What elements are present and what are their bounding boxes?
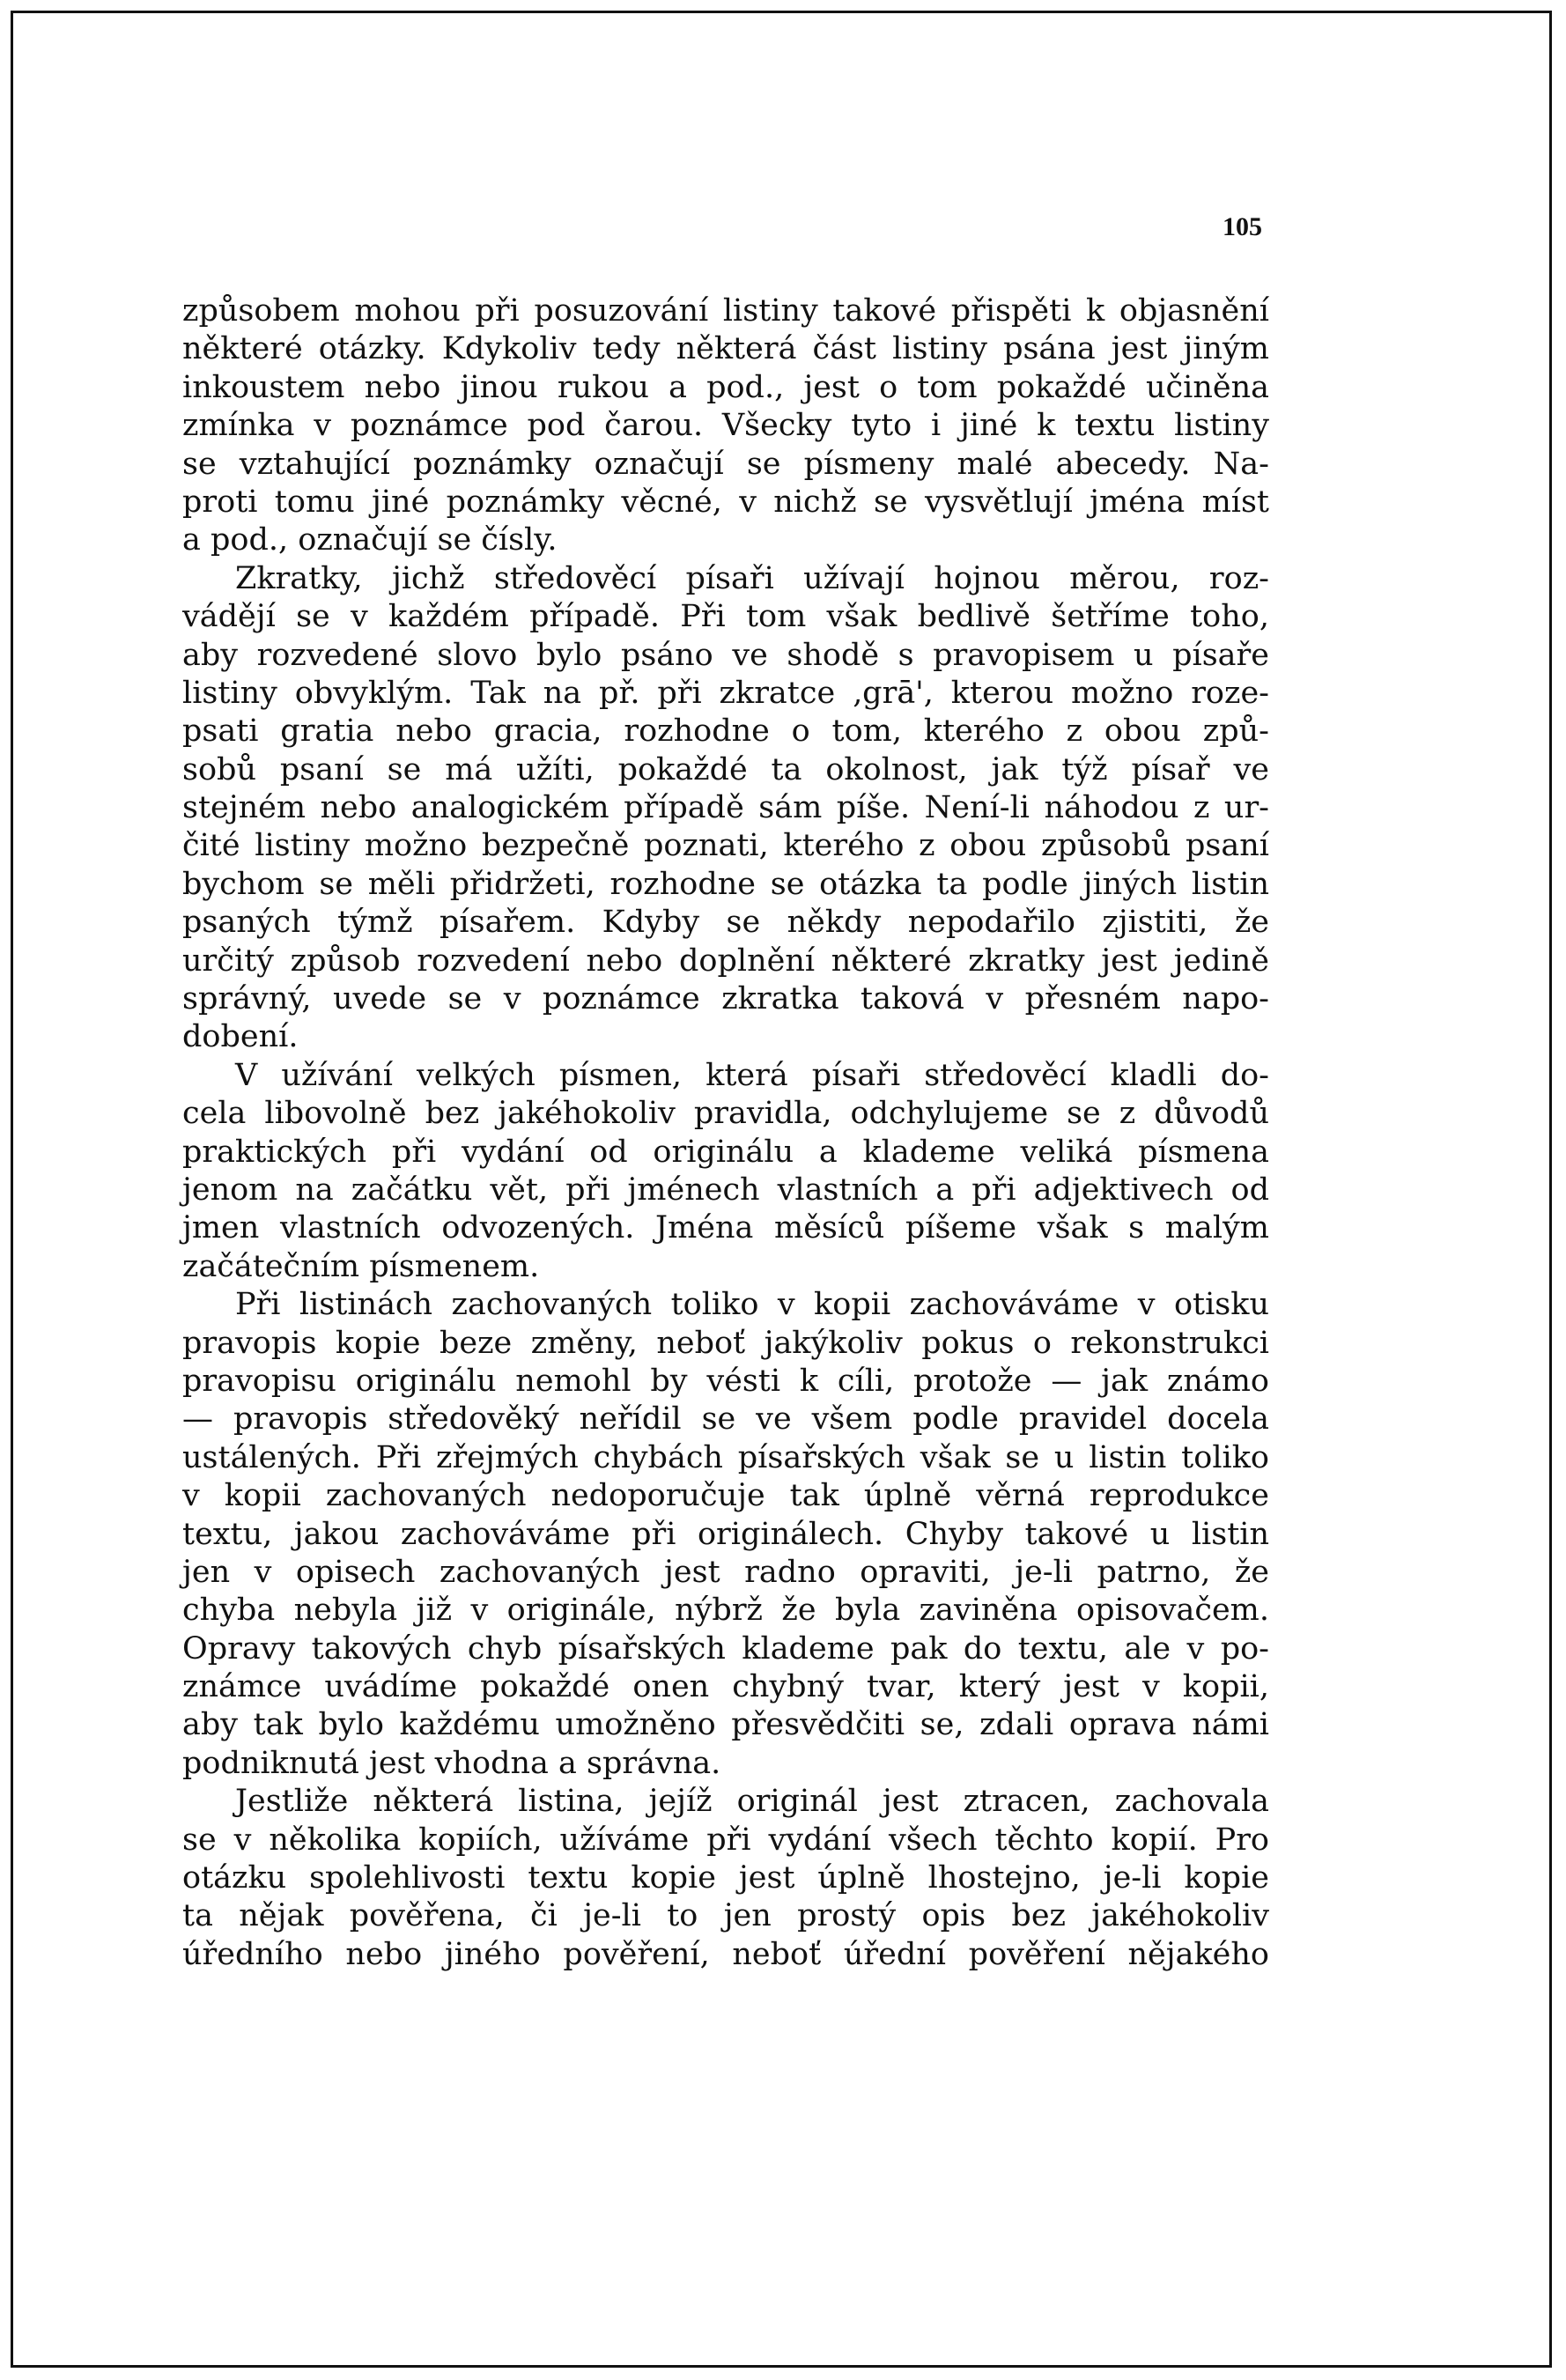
text-line: jmen vlastních odvozených. Jména měsíců píšeme však s malým <box>182 1210 1269 1246</box>
text-line: dobení. <box>182 1019 299 1055</box>
text-line: a pod., označují se čísly. <box>182 522 558 558</box>
text-line: jen v opisech zachovaných jest radno opraviti, je-li patrno, že <box>182 1554 1269 1590</box>
text-line: vádějí se v každém případě. Při tom však bedlivě šetříme toho, <box>182 599 1269 635</box>
text-line: určitý způsob rozvedení nebo doplnění některé zkratky jest jedině <box>182 942 1269 979</box>
page-number: 105 <box>1223 212 1262 241</box>
text-line: způsobem mohou při posuzování listiny takové přispěti k objasnění <box>182 293 1269 329</box>
text-line: správný, uvede se v poznámce zkratka taková v přesném napo- <box>182 981 1269 1017</box>
text-line: pravopisu originálu nemohl by vésti k cíli, protože — jak známo <box>182 1363 1269 1399</box>
text-line: v kopii zachovaných nedoporučuje tak úplně věrná reprodukce <box>182 1478 1269 1514</box>
text-line: stejném nebo analogickém případě sám píše. Není-li náhodou z ur- <box>182 790 1269 826</box>
text-line: sobů psaní se má užíti, pokaždé ta okolnost, jak týž písař ve <box>182 751 1269 787</box>
text-line: listiny obvyklým. Tak na př. při zkratce ‚grā', kterou možno roze- <box>182 675 1269 711</box>
text-line: proti tomu jiné poznámky věcné, v nichž se vysvětlují jména míst <box>182 484 1269 520</box>
text-line: aby rozvedené slovo bylo psáno ve shodě s pravopisem u písaře <box>182 637 1269 673</box>
text-line: ustálených. Při zřejmých chybách písařských však se u listin toliko <box>182 1439 1269 1475</box>
text-line: se v několika kopiích, užíváme při vydání všech těchto kopií. Pro <box>182 1822 1269 1858</box>
text-line: začátečním písmenem. <box>182 1248 540 1284</box>
text-line: textu, jakou zachováváme při originálech. Chyby takové u listin <box>182 1516 1269 1552</box>
text-line: úředního nebo jiného pověření, neboť úřední pověření nějakého <box>182 1936 1269 1972</box>
text-line: chyba nebyla již v originále, nýbrž že byla zaviněna opisovačem. <box>182 1593 1269 1629</box>
text-line: Zkratky, jichž středověcí písaři užívají hojnou měrou, roz- <box>235 560 1269 596</box>
text-line: bychom se měli přidržeti, rozhodne se otázka ta podle jiných listin <box>182 866 1269 902</box>
text-line: psati gratia nebo gracia, rozhodne o tom, kterého z obou způ- <box>182 713 1269 750</box>
body-text <box>182 292 1269 1974</box>
text-line: některé otázky. Kdykoliv tedy některá část listiny psána jest jiným <box>182 331 1269 367</box>
text-line: se vztahující poznámky označují se písmeny malé abecedy. Na- <box>182 446 1269 482</box>
text-line: praktických při vydání od originálu a klademe veliká písmena <box>182 1134 1269 1170</box>
text-line: — pravopis středověký neřídil se ve všem podle pravidel docela <box>182 1401 1269 1438</box>
text-line: V užívání velkých písmen, která písaři středověcí kladli do- <box>235 1057 1269 1093</box>
text-line: jenom na začátku vět, při jménech vlastních a při adjektivech od <box>182 1172 1269 1208</box>
text-line: cela libovolně bez jakéhokoliv pravidla, odchylujeme se z důvodů <box>182 1096 1269 1132</box>
text-line: otázku spolehlivosti textu kopie jest úplně lhostejno, je-li kopie <box>182 1860 1269 1896</box>
text-line: Jestliže některá listina, jejíž originál jest ztracen, zachovala <box>235 1784 1269 1820</box>
text-line: Při listinách zachovaných toliko v kopii zachováváme v otisku <box>235 1287 1269 1323</box>
text-line: ta nějak pověřena, či je-li to jen prostý opis bez jakéhokoliv <box>182 1898 1269 1934</box>
text-line: inkoustem nebo jinou rukou a pod., jest o tom pokaždé učiněna <box>182 369 1269 405</box>
text-line: aby tak bylo každému umožněno přesvědčiti se, zdali oprava námi <box>182 1707 1269 1743</box>
book-page <box>11 11 1552 2368</box>
text-line: podniknutá jest vhodna a správna. <box>182 1745 721 1781</box>
text-line: čité listiny možno bezpečně poznati, kterého z obou způsobů psaní <box>182 828 1269 864</box>
text-line: Opravy takových chyb písařských klademe pak do textu, ale v po- <box>182 1630 1269 1667</box>
text-line: psaných týmž písařem. Kdyby se někdy nepodařilo zjistiti, že <box>182 905 1269 941</box>
text-line: známce uvádíme pokaždé onen chybný tvar, který jest v kopii, <box>182 1669 1269 1705</box>
text-line: zmínka v poznámce pod čarou. Všecky tyto i jiné k textu listiny <box>182 408 1269 444</box>
text-line: pravopis kopie beze změny, neboť jakýkoliv pokus o rekonstrukci <box>182 1325 1269 1361</box>
